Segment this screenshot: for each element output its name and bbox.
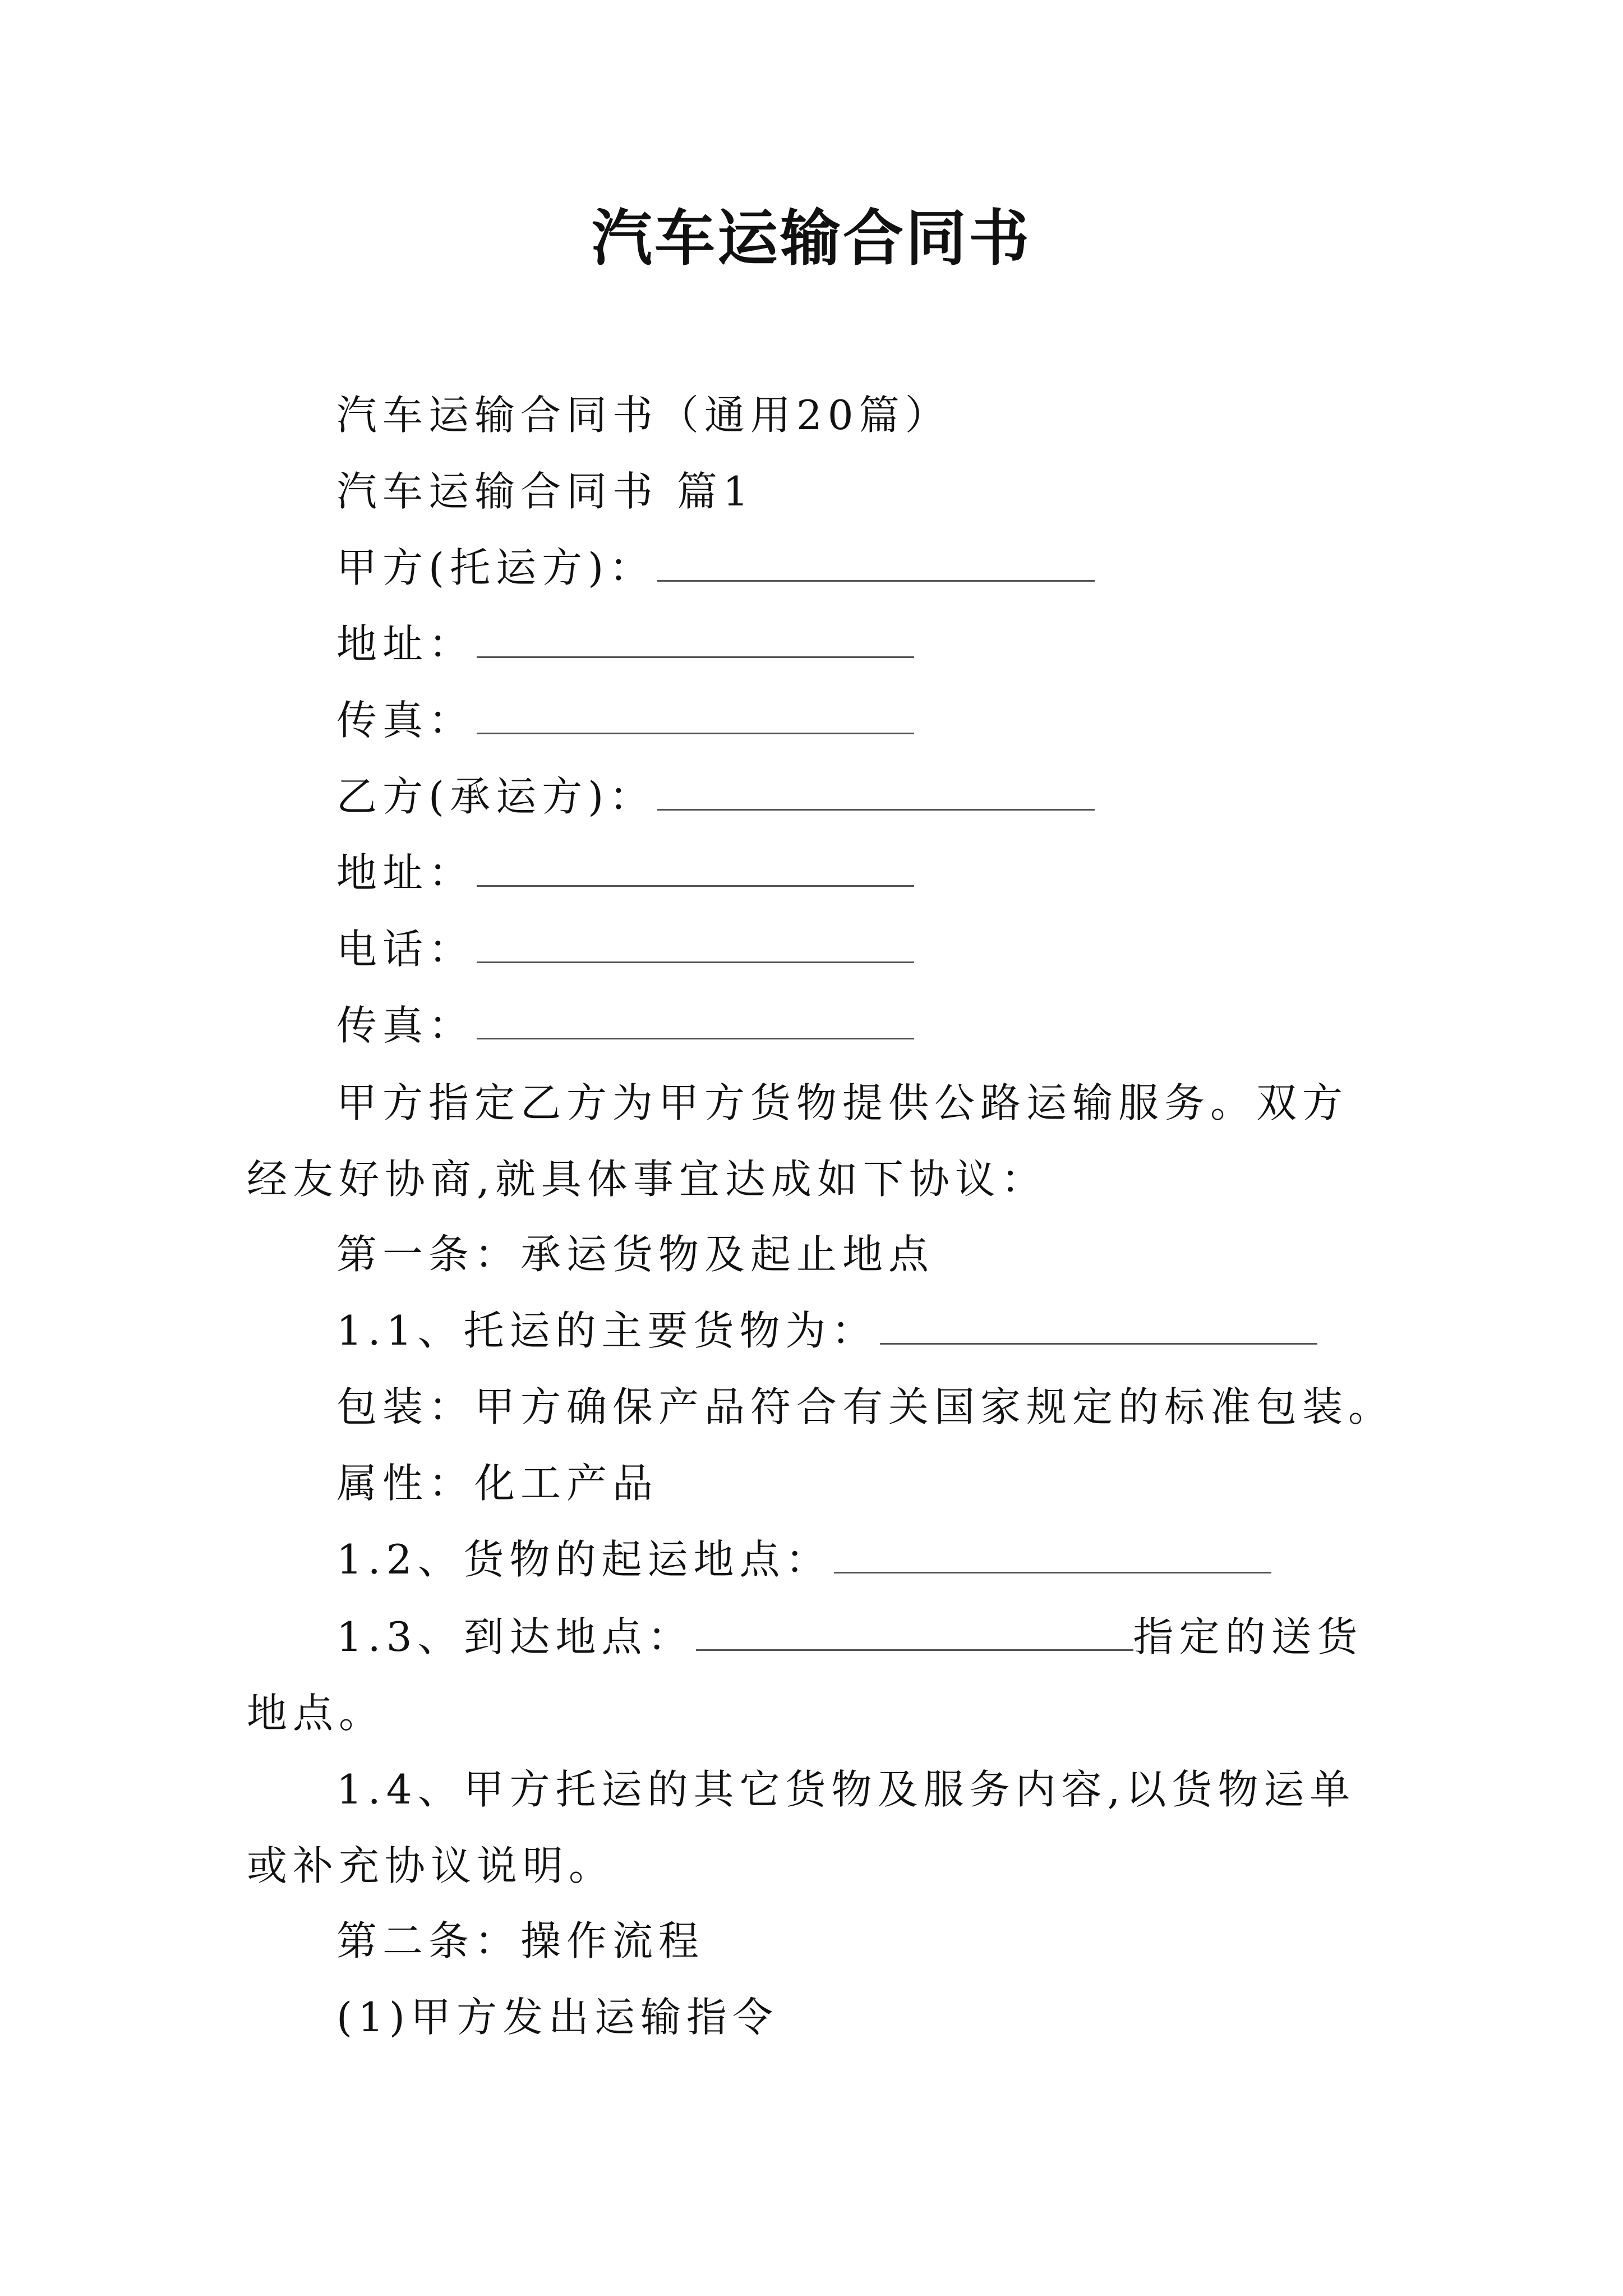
clause-1-1-label: 1.1、托运的主要货物为： <box>336 1307 878 1354</box>
fax-a-line <box>336 692 914 748</box>
party-b-label: 乙方(承运方)： <box>336 773 656 820</box>
party-b-blank <box>657 774 1095 811</box>
step-1-line: (1)甲方发出运输指令 <box>336 1994 778 2041</box>
address-b-label: 地址： <box>336 849 475 896</box>
article-2-title: 第二条：操作流程 <box>336 1917 705 1964</box>
clause-1-4-paragraph: 1.4、甲方托运的其它货物及服务内容,以货物运单或补充协议说明。 <box>247 1766 1356 1889</box>
clause-1-1-blank <box>880 1308 1317 1345</box>
fax-a-label: 传真： <box>336 697 475 744</box>
party-a-line <box>336 540 1095 596</box>
clause-1-3-blank <box>696 1614 1133 1651</box>
party-b-line <box>336 769 1095 825</box>
article-1-title: 第一条：承运货物及起止地点 <box>336 1231 935 1278</box>
fax-a-blank <box>477 698 914 734</box>
section-heading: 汽车运输合同书 篇1 <box>336 468 754 515</box>
clause-1-2-blank <box>834 1537 1271 1573</box>
document-subtitle: 汽车运输合同书（通用20篇） <box>336 392 951 439</box>
address-b-blank <box>477 850 914 887</box>
packaging-line: 包装：甲方确保产品符合有关国家规定的标准包装。 <box>336 1383 1395 1430</box>
address-b-line <box>336 845 914 901</box>
clause-1-1-line <box>336 1303 1317 1359</box>
fax-b-blank <box>477 1003 914 1039</box>
intro-paragraph: 甲方指定乙方为甲方货物提供公路运输服务。双方经友好协商,就具体事宜达成如下协议： <box>247 1079 1349 1203</box>
attribute-line: 属性：化工产品 <box>336 1460 659 1507</box>
clause-1-2-label: 1.2、货物的起运地点： <box>336 1536 832 1583</box>
fax-b-line <box>336 997 914 1053</box>
phone-b-label: 电话： <box>336 926 475 973</box>
phone-b-line <box>336 921 914 977</box>
clause-1-3-paragraph <box>247 1599 1391 1751</box>
clause-1-3-prefix: 1.3、到达地点： <box>336 1613 694 1660</box>
clause-1-2-line <box>336 1531 1271 1588</box>
fax-b-label: 传真： <box>336 1002 475 1049</box>
party-a-blank <box>657 545 1095 582</box>
address-a-blank <box>477 622 914 658</box>
phone-b-blank <box>477 927 914 963</box>
clause-1-3-suffix: 指定的送货地点。 <box>247 1613 1363 1737</box>
document-title: 汽车运输合同书 <box>591 203 1031 274</box>
address-a-label: 地址： <box>336 620 475 668</box>
party-a-label: 甲方(托运方)： <box>336 544 656 591</box>
address-a-line <box>336 616 914 672</box>
